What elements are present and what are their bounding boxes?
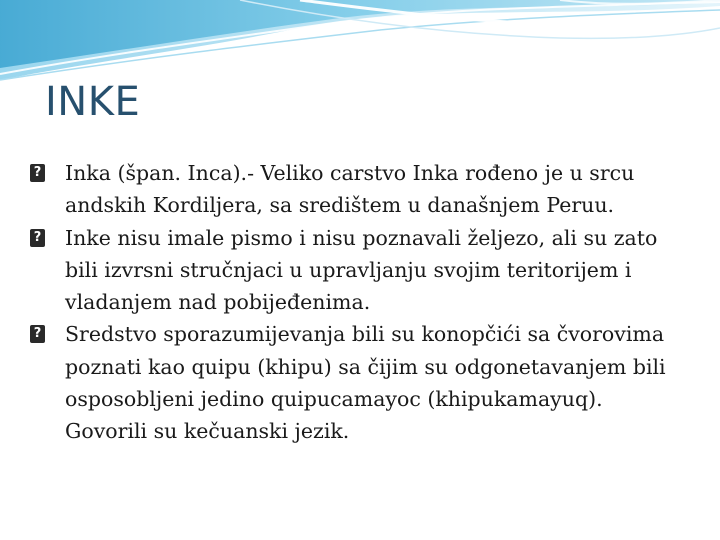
bullet-item xyxy=(30,222,690,319)
wave-header-decoration xyxy=(0,0,720,90)
bullet-list xyxy=(30,157,690,448)
bullet-text: Sredstvo sporazumijevanja bili su konopčići sa čvorovima poznati kao quipu (khipu) sa čijim su odgonetavanjem bili osposobljeni jedino quipucamayoc (khipukamayuq). Govorili su kečuanski jezik. xyxy=(65,322,666,444)
bullet-marker-icon xyxy=(30,325,45,343)
bullet-text: Inke nisu imale pismo i nisu poznavali željezo, ali su zato bili izvrsni stručnjaci u upravljanju svojim teritorijem i vladanjem nad pobijeđenima. xyxy=(65,225,658,315)
bullet-marker-icon xyxy=(30,229,45,247)
bullet-marker-icon xyxy=(30,164,45,182)
bullet-text: Inka (špan. Inca).- Veliko carstvo Inka rođeno je u srcu andskih Kordiljera, sa središtem u današnjem Peruu. xyxy=(65,161,635,218)
slide-title: INKE xyxy=(45,79,141,125)
bullet-item xyxy=(30,157,690,222)
bullet-item xyxy=(30,318,690,447)
